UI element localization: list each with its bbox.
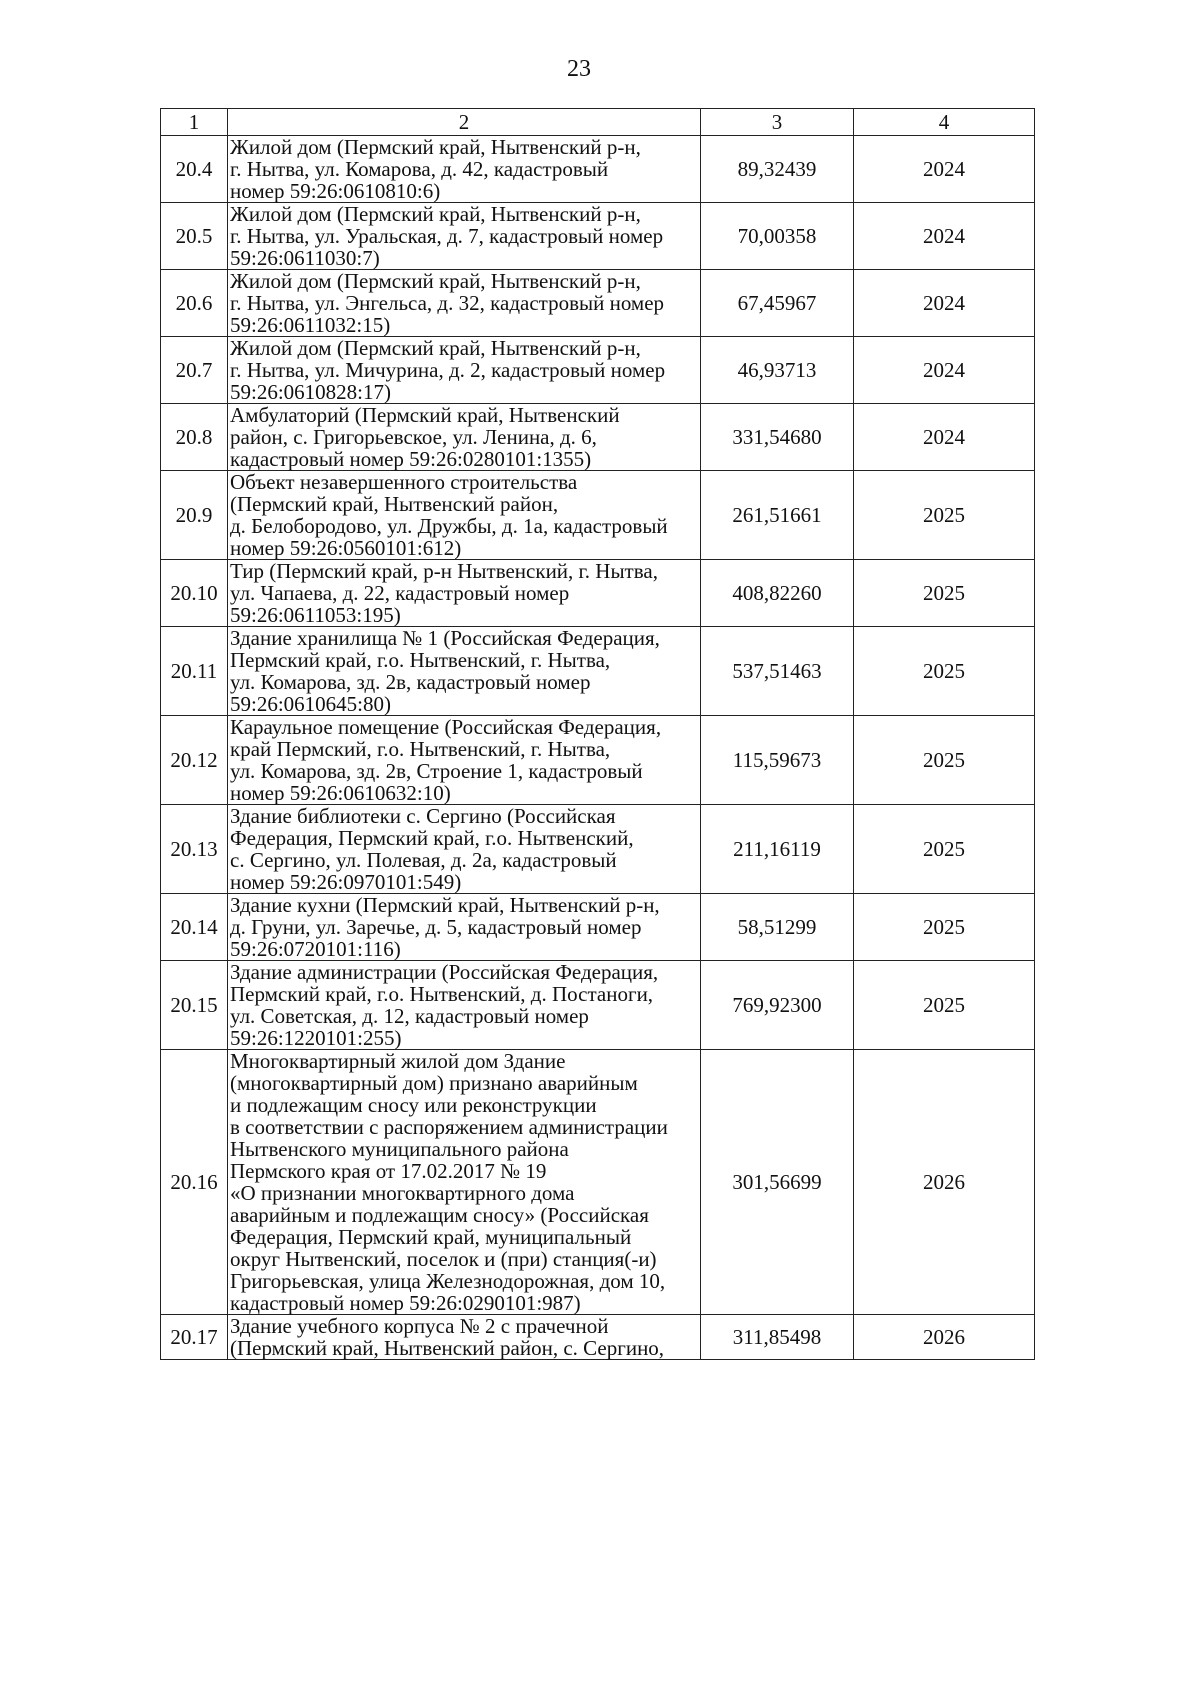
object-description-cell [228, 1315, 701, 1360]
table-row [161, 716, 1035, 805]
table-row [161, 404, 1035, 471]
description-line: 59:26:0611053:195) [230, 603, 401, 627]
object-description-cell [228, 270, 701, 337]
year-cell: 2025 [854, 471, 1035, 560]
row-number-cell: 20.12 [161, 716, 228, 805]
object-description-cell [228, 203, 701, 270]
row-number-cell: 20.10 [161, 560, 228, 627]
value-cell: 58,51299 [701, 894, 854, 961]
description-line: д. Груни, ул. Заречье, д. 5, кадастровый номер [230, 915, 642, 939]
table-row [161, 471, 1035, 560]
value-cell: 769,92300 [701, 961, 854, 1050]
row-number-cell: 20.5 [161, 203, 228, 270]
year-cell: 2025 [854, 560, 1035, 627]
row-number-cell: 20.17 [161, 1315, 228, 1360]
value-cell: 115,59673 [701, 716, 854, 805]
description-line: номер 59:26:0560101:612) [230, 536, 462, 560]
description-line: Жилой дом (Пермский край, Нытвенский р-н, [230, 202, 641, 226]
description-line: с. Сергино, ул. Полевая, д. 2а, кадастровый [230, 848, 617, 872]
description-line: Жилой дом (Пермский край, Нытвенский р-н, [230, 135, 641, 159]
year-cell: 2025 [854, 716, 1035, 805]
object-description-cell [228, 961, 701, 1050]
description-line: г. Нытва, ул. Уральская, д. 7, кадастровый номер [230, 224, 664, 248]
table-row [161, 136, 1035, 203]
table-row [161, 337, 1035, 404]
object-description-cell [228, 337, 701, 404]
year-cell: 2025 [854, 627, 1035, 716]
page-number: 23 [567, 56, 591, 82]
row-number-cell: 20.14 [161, 894, 228, 961]
row-number-cell: 20.11 [161, 627, 228, 716]
table-row [161, 560, 1035, 627]
year-cell: 2024 [854, 203, 1035, 270]
description-line: Многоквартирный жилой дом Здание [230, 1049, 566, 1073]
description-line: Пермский край, г.о. Нытвенский, г. Нытва, [230, 648, 611, 672]
description-line: 59:26:0610828:17) [230, 380, 391, 404]
column-header-4: 4 [854, 109, 1035, 136]
description-line: Здание библиотеки с. Сергино (Российская [230, 804, 616, 828]
object-description-cell [228, 136, 701, 203]
year-cell: 2026 [854, 1050, 1035, 1315]
value-cell: 537,51463 [701, 627, 854, 716]
object-description-cell [228, 805, 701, 894]
description-line: Пермский край, г.о. Нытвенский, д. Постаноги, [230, 982, 654, 1006]
description-line: аварийным и подлежащим сносу» (Российская [230, 1203, 649, 1227]
value-cell: 408,82260 [701, 560, 854, 627]
object-description-cell [228, 471, 701, 560]
description-line: Здание учебного корпуса № 2 с прачечной [230, 1314, 609, 1338]
table-row [161, 894, 1035, 961]
description-line: и подлежащим сносу или реконструкции [230, 1093, 597, 1117]
description-line: Федерация, Пермский край, муниципальный [230, 1225, 632, 1249]
object-description-cell [228, 627, 701, 716]
description-line: Здание администрации (Российская Федерация, [230, 960, 659, 984]
description-line: г. Нытва, ул. Мичурина, д. 2, кадастровый номер [230, 358, 666, 382]
description-line: ул. Комарова, зд. 2в, Строение 1, кадастровый [230, 759, 643, 783]
table-row [161, 1050, 1035, 1315]
year-cell: 2024 [854, 404, 1035, 471]
description-line: номер 59:26:0610810:6) [230, 179, 441, 203]
column-header-2: 2 [228, 109, 701, 136]
object-description-cell [228, 894, 701, 961]
description-line: д. Белобородово, ул. Дружбы, д. 1а, кадастровый [230, 514, 668, 538]
description-line: край Пермский, г.о. Нытвенский, г. Нытва, [230, 737, 611, 761]
table-row [161, 961, 1035, 1050]
value-cell: 311,85498 [701, 1315, 854, 1360]
object-description-cell [228, 560, 701, 627]
description-line: Караульное помещение (Российская Федерация, [230, 715, 662, 739]
row-number-cell: 20.7 [161, 337, 228, 404]
description-line: ул. Чапаева, д. 22, кадастровый номер [230, 581, 570, 605]
description-line: номер 59:26:0610632:10) [230, 781, 451, 805]
description-line: 59:26:0611030:7) [230, 246, 380, 270]
value-cell: 67,45967 [701, 270, 854, 337]
description-line: Григорьевская, улица Железнодорожная, дом 10, [230, 1269, 666, 1293]
row-number-cell: 20.6 [161, 270, 228, 337]
year-cell: 2025 [854, 805, 1035, 894]
description-line: кадастровый номер 59:26:0280101:1355) [230, 447, 592, 471]
description-line: (Пермский край, Нытвенский район, [230, 492, 559, 516]
table-row [161, 203, 1035, 270]
value-cell: 301,56699 [701, 1050, 854, 1315]
object-description-cell [228, 1050, 701, 1315]
description-line: г. Нытва, ул. Комарова, д. 42, кадастровый [230, 157, 609, 181]
value-cell: 70,00358 [701, 203, 854, 270]
description-line: Объект незавершенного строительства [230, 470, 578, 494]
year-cell: 2024 [854, 270, 1035, 337]
column-header-1: 1 [161, 109, 228, 136]
description-line: г. Нытва, ул. Энгельса, д. 32, кадастровый номер [230, 291, 665, 315]
table-row [161, 270, 1035, 337]
object-description-cell [228, 404, 701, 471]
row-number-cell: 20.13 [161, 805, 228, 894]
table-header-row [161, 109, 1035, 136]
description-line: Жилой дом (Пермский край, Нытвенский р-н, [230, 269, 641, 293]
description-line: Здание кухни (Пермский край, Нытвенский р-н, [230, 893, 660, 917]
description-line: номер 59:26:0970101:549) [230, 870, 462, 894]
description-line: 59:26:1220101:255) [230, 1026, 402, 1050]
row-number-cell: 20.9 [161, 471, 228, 560]
table-row [161, 1315, 1035, 1360]
year-cell: 2024 [854, 136, 1035, 203]
value-cell: 211,16119 [701, 805, 854, 894]
description-line: Амбулаторий (Пермский край, Нытвенский [230, 403, 620, 427]
value-cell: 331,54680 [701, 404, 854, 471]
table-row [161, 627, 1035, 716]
value-cell: 261,51661 [701, 471, 854, 560]
objects-table [160, 108, 1035, 1360]
description-line: Федерация, Пермский край, г.о. Нытвенский, [230, 826, 634, 850]
description-line: 59:26:0611032:15) [230, 313, 391, 337]
description-line: «О признании многоквартирного дома [230, 1181, 575, 1205]
row-number-cell: 20.16 [161, 1050, 228, 1315]
year-cell: 2025 [854, 961, 1035, 1050]
table-row [161, 805, 1035, 894]
description-line: 59:26:0720101:116) [230, 937, 401, 961]
description-line: кадастровый номер 59:26:0290101:987) [230, 1291, 581, 1315]
row-number-cell: 20.8 [161, 404, 228, 471]
description-line: район, с. Григорьевское, ул. Ленина, д. 6, [230, 425, 597, 449]
description-line: Нытвенского муниципального района [230, 1137, 569, 1161]
object-description-cell [228, 716, 701, 805]
row-number-cell: 20.15 [161, 961, 228, 1050]
table-body [161, 109, 1035, 1360]
description-line: Здание хранилища № 1 (Российская Федерация, [230, 626, 660, 650]
row-number-cell: 20.4 [161, 136, 228, 203]
description-line: (многоквартирный дом) признано аварийным [230, 1071, 638, 1095]
year-cell: 2024 [854, 337, 1035, 404]
description-line: в соответствии с распоряжением администрации [230, 1115, 668, 1139]
description-line: округ Нытвенский, поселок и (при) станция(-и) [230, 1247, 657, 1271]
description-line: Жилой дом (Пермский край, Нытвенский р-н, [230, 336, 641, 360]
description-line: ул. Комарова, зд. 2в, кадастровый номер [230, 670, 591, 694]
value-cell: 46,93713 [701, 337, 854, 404]
value-cell: 89,32439 [701, 136, 854, 203]
description-line: (Пермский край, Нытвенский район, с. Сергино, [230, 1336, 665, 1360]
description-line: Пермского края от 17.02.2017 № 19 [230, 1159, 547, 1183]
description-line: 59:26:0610645:80) [230, 692, 391, 716]
column-header-3: 3 [701, 109, 854, 136]
year-cell: 2026 [854, 1315, 1035, 1360]
description-line: ул. Советская, д. 12, кадастровый номер [230, 1004, 589, 1028]
description-line: Тир (Пермский край, р-н Нытвенский, г. Нытва, [230, 559, 658, 583]
year-cell: 2025 [854, 894, 1035, 961]
